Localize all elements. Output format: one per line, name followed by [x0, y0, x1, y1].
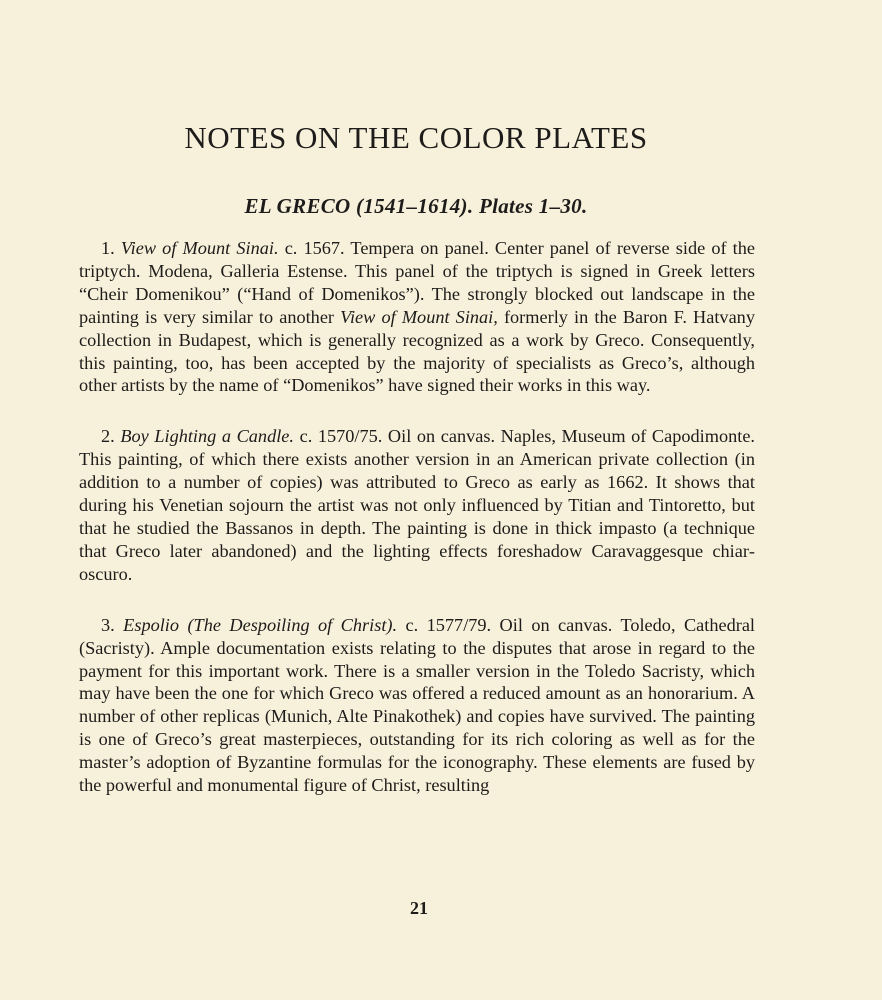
note-inline-title: View of Mount Sinai,	[340, 306, 498, 327]
note-title: Boy Lighting a Candle.	[120, 426, 294, 447]
note-text: c. 1577/79. Oil on canvas. Toledo, Cathedral (Sacristy). Ample documentation exists relating to the disputes that arose in regard to the payment for this important work. There is a smaller version in the Toledo Sacristy, which may have been the one for which Greco was offered a reduced amount as an honorarium. A number of other replicas (Munich, Alte Pinakothek) and copies have survived. The painting is one of Greco’s great masterpieces, outstanding for its rich coloring as well as for the master’s adoption of Byzantine formulas for the iconography. These elements are fused by the powerful and monumental figure of Christ, resulting	[79, 614, 756, 796]
section-heading: EL GRECO (1541–1614). Plates 1–30.	[244, 194, 588, 218]
notes-list	[79, 237, 755, 825]
page-title: NOTES ON THE COLOR PLATES	[184, 120, 648, 155]
note-title: View of Mount Sinai.	[120, 238, 279, 258]
note-number: 2.	[101, 426, 115, 447]
note-title: Espolio (The Despoiling of Christ).	[123, 614, 398, 635]
page-number: 21	[410, 898, 428, 918]
note-text: c. 1567. Tempera on panel. Center panel of reverse side of the triptych. Modena, Galleria Estense. This panel of the triptych is signed in Greek letters “Cheir Domenikou” (“Hand of Domenikos”). The strongly blocked out landscape in the painting is very similar to another	[79, 238, 756, 327]
note-item	[79, 425, 755, 585]
note-item	[79, 614, 755, 797]
note-item	[79, 237, 755, 397]
note-number: 3.	[101, 614, 115, 635]
note-text: c. 1570/75. Oil on canvas. Naples, Museum of Capodimonte. This painting, of which there exists another version in an American private collection (in addition to a number of copies) was attributed to Greco as early as 1662. It shows that during his Venetian sojourn the artist was not only influenced by Titian and Tintoretto, but that he studied the Bassanos in depth. The painting is done in thick impasto (a technique that Greco later abandoned) and the lighting effects foreshadow Caravaggesque chiaroscuro.	[79, 426, 756, 584]
note-number: 1.	[101, 238, 115, 258]
note-text-continued: formerly in the Baron F. Hatvany collection in Budapest, which is generally recognized as a work by Greco. Consequently, this painting, too, has been accepted by the majority of specialists as Greco’s, although other artists by the name of “Domenikos” have signed their works in this way.	[79, 306, 755, 396]
